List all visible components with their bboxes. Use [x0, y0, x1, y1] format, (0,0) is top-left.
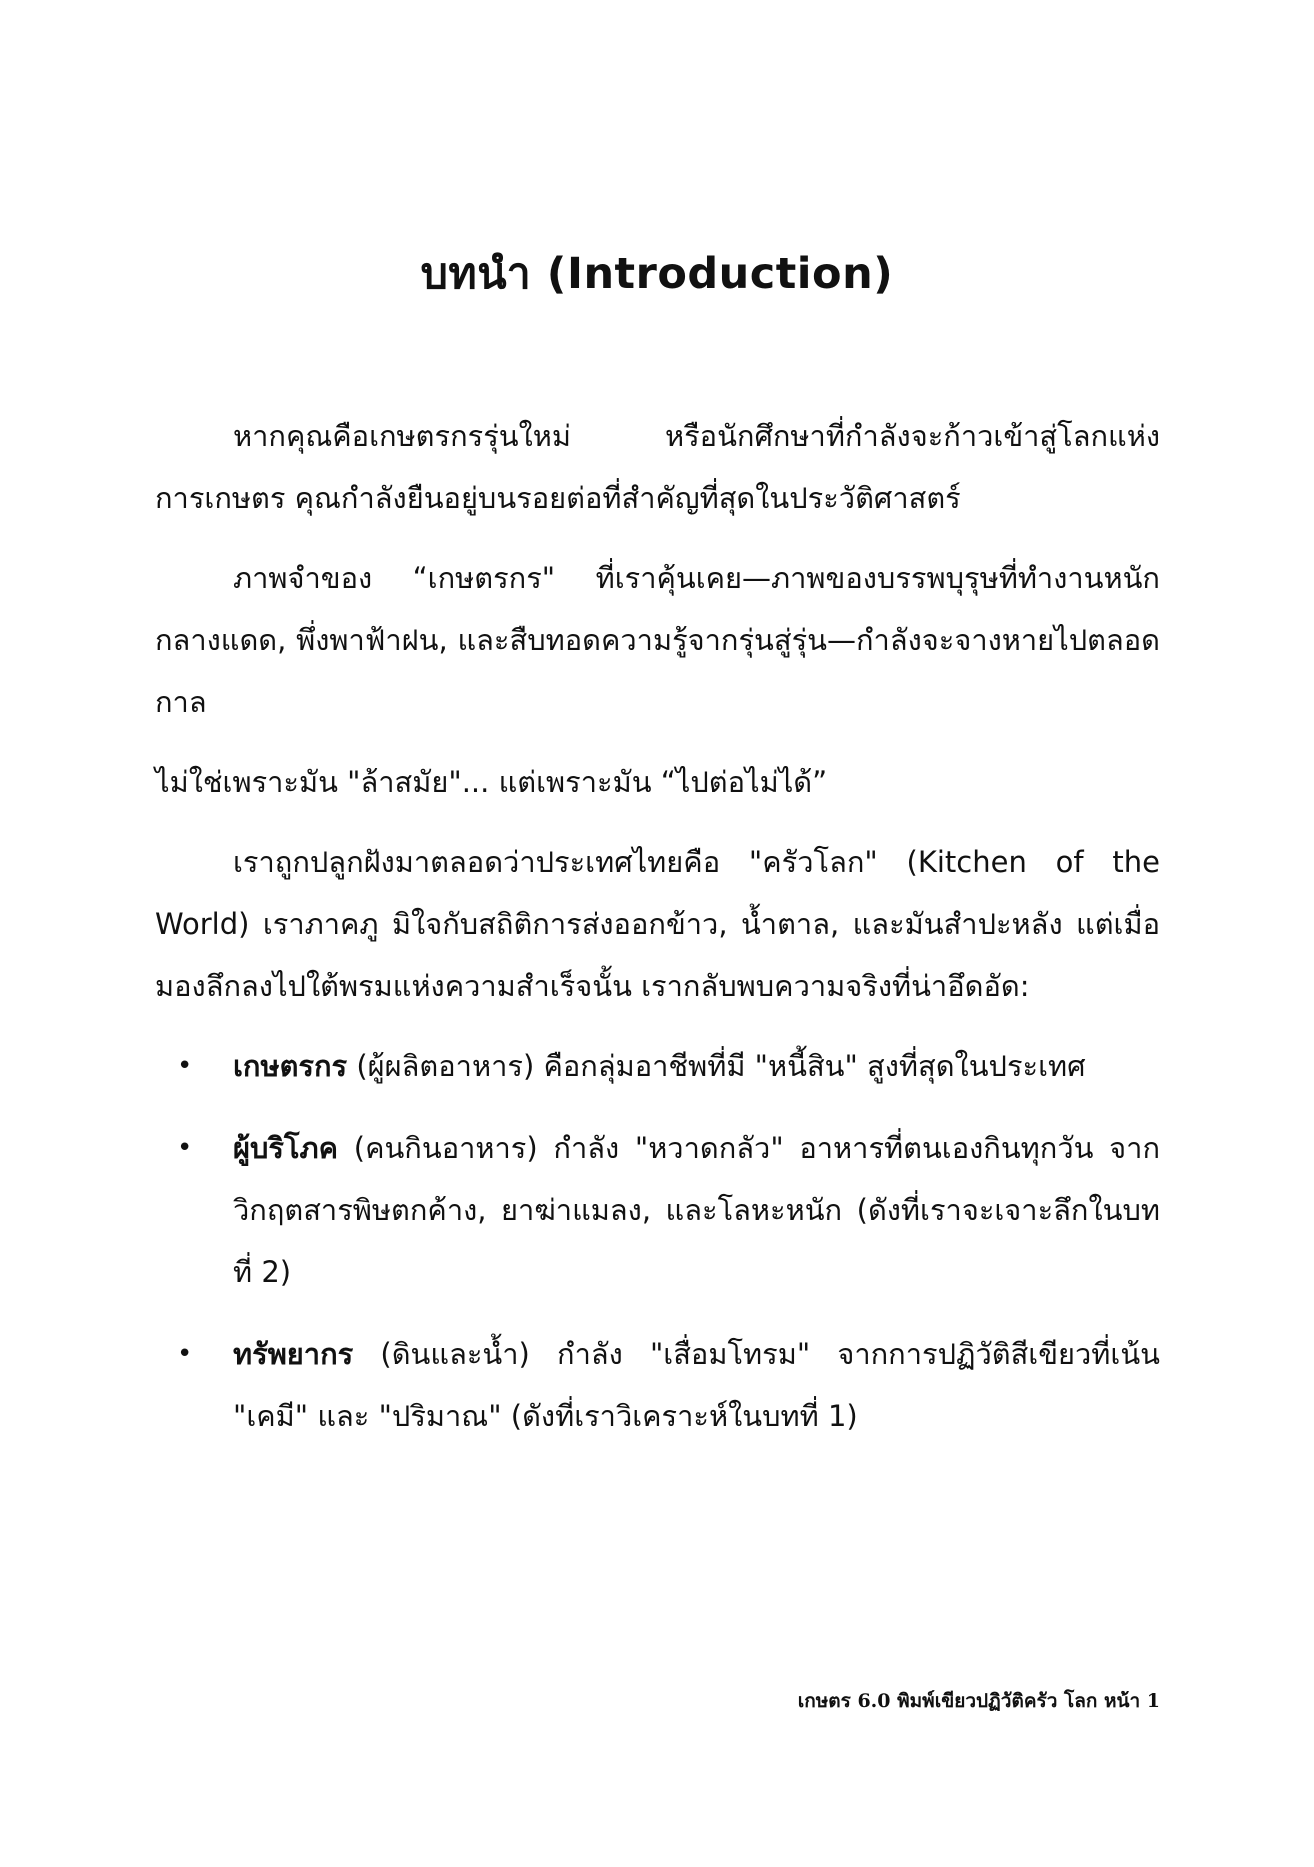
- bullet-term: ผู้บริโภค: [233, 1131, 339, 1165]
- bullet-term: ทรัพยากร: [233, 1337, 354, 1371]
- bullet-term: เกษตรกร: [233, 1049, 348, 1083]
- list-item: [155, 1117, 1160, 1303]
- paragraph-1: หากคุณคือเกษตรกรรุ่นใหม่ หรือนักศึกษาที่กำลังจะก้าวเข้าสู่โลกแห่งการเกษตร คุณกำลังยืนอยู่บนรอยต่อที่สำคัญที่สุดในประวัติศาสตร์: [155, 419, 1160, 515]
- bullet-icon: •: [177, 1133, 193, 1163]
- page-footer: เกษตร 6.0 พิมพ์เขียวปฏิวัติครัว โลก หน้า 1: [797, 1690, 1160, 1712]
- paragraph-2: ภาพจำของ “เกษตรกร" ที่เราคุ้นเคย—ภาพของบรรพบุรุษที่ทำงานหนักกลางแดด, พึ่งพาฟ้าฝน, และสืบทอดความรู้จากรุ่นสู่รุ่น—กำลังจะจางหายไปตลอดกาล: [155, 561, 1160, 719]
- paragraph-4: เราถูกปลูกฝังมาตลอดว่าประเทศไทยคือ "ครัวโลก" (Kitchen of the World) เราภาคภู มิใจกับสถิติการส่งออกข้าว, น้ำตาล, และมันสำปะหลัง แต่เมื่อมองลึกลงไปใต้พรมแห่งความสำเร็จนั้น เรากลับพบความจริงที่น่าอึดอัด:: [155, 845, 1160, 1003]
- list-item: [155, 1035, 1160, 1097]
- bullet-text: (คนกินอาหาร) กำลัง "หวาดกลัว" อาหารที่ตนเองกินทุกวัน จากวิกฤตสารพิษตกค้าง, ยาฆ่าแมลง, และโลหะหนัก (ดังที่เราจะเจาะลึกในบทที่ 2): [233, 1131, 1160, 1289]
- paragraph-3: ไม่ใช่เพราะมัน "ล้าสมัย"... แต่เพราะมัน “ไปต่อไม่ได้”: [155, 765, 828, 799]
- page-title: บทนำ (Introduction): [420, 249, 894, 299]
- list-item: [155, 1323, 1160, 1447]
- bullet-text: (ผู้ผลิตอาหาร) คือกลุ่มอาชีพที่มี "หนี้สิน" สูงที่สุดในประเทศ: [347, 1049, 1086, 1083]
- bullet-text: (ดินและน้ำ) กำลัง "เสื่อมโทรม" จากการปฏิวัติสีเขียวที่เน้น "เคมี" และ "ปริมาณ" (ดังที่เราวิเคราะห์ในบทที่ 1): [233, 1337, 1160, 1433]
- bullet-list: [155, 1035, 1160, 1447]
- bullet-icon: •: [177, 1339, 193, 1369]
- body-text: [155, 405, 1160, 1467]
- bullet-icon: •: [177, 1051, 193, 1081]
